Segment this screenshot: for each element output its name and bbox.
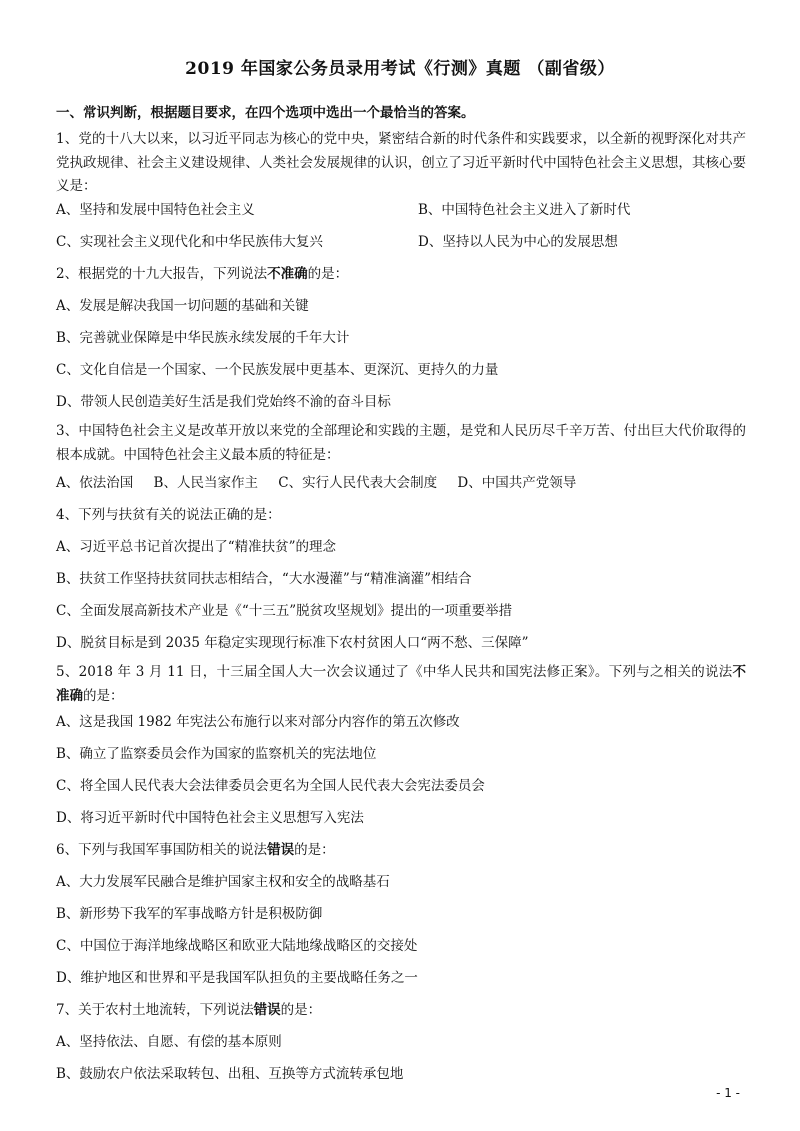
question-2-option-c: C、文化自信是一个国家、一个民族发展中更基本、更深沉、更持久的力量: [56, 362, 499, 378]
question-5-option-c: C、将全国人民代表大会法律委员会更名为全国人民代表大会宪法委员会: [56, 778, 485, 794]
question-6-option-d: D、维护地区和世界和平是我国军队担负的主要战略任务之一: [56, 970, 418, 986]
section-heading: 一、常识判断，根据题目要求，在四个选项中选出一个最恰当的答案。: [56, 105, 475, 121]
question-2-stem-end: 的是：: [307, 266, 349, 282]
question-3-option-c: C、实行人民代表大会制度: [278, 475, 438, 491]
question-6-option-b: B、新形势下我军的军事战略方针是积极防御: [56, 906, 323, 922]
question-2-option-d: D、带领人民创造美好生活是我们党始终不渝的奋斗目标: [56, 394, 391, 410]
question-7-stem-end: 的是：: [280, 1002, 322, 1018]
question-1-options-row-2: [56, 230, 756, 254]
question-5-option-d: D、将习近平新时代中国特色社会主义思想写入宪法: [56, 810, 364, 826]
question-6-stem-end: 的是：: [294, 842, 335, 858]
question-4-option-a: A、习近平总书记首次提出了“精准扶贫”的理念: [56, 539, 337, 555]
question-7-stem-emphasis: 错误: [253, 1002, 281, 1018]
question-1-option-b: B、中国特色社会主义进入了新时代: [418, 202, 631, 218]
question-3-option-a: A、依法治国: [56, 475, 134, 491]
question-5-stem: [56, 661, 746, 708]
question-3-stem: 3、中国特色社会主义是改革开放以来党的全部理论和实践的主题，是党和人民历尽千辛万苦、付出巨大代价取得的根本成就。中国特色社会主义最本质的特征是：: [56, 423, 746, 463]
question-4-option-b: B、扶贫工作坚持扶贫同扶志相结合，“大水漫灌”与“精准滴灌”相结合: [56, 571, 472, 587]
question-2-stem: [56, 262, 756, 286]
question-6-option-c: C、中国位于海洋地缘战略区和欧亚大陆地缘战略区的交接处: [56, 938, 418, 954]
question-2-stem-emphasis: 不准确: [267, 266, 308, 282]
question-1-options-row-1: [56, 198, 756, 222]
question-6-stem: [56, 838, 756, 862]
question-2-stem-text: 2、根据党的十九大报告，下列说法: [56, 266, 268, 282]
question-3-options: [56, 471, 756, 495]
question-4-option-c: C、全面发展高新技术产业是《“十三五”脱贫攻坚规划》提出的一项重要举措: [56, 603, 513, 619]
question-7-option-b: B、鼓励农户依法采取转包、出租、互换等方式流转承包地: [56, 1066, 404, 1082]
question-3-option-b: B、人民当家作主: [153, 475, 258, 491]
question-1-stem: 1、党的十八大以来，以习近平同志为核心的党中央，紧密结合新的时代条件和实践要求，以全新的视野深化对共产党执政规律、社会主义建设规律、人类社会发展规律的认识，创立了习近平新时代中国特色社会主义思想，其核心要义是：: [56, 131, 746, 194]
question-7-stem: [56, 998, 756, 1022]
question-4-stem: 4、下列与扶贫有关的说法正确的是：: [56, 507, 281, 523]
question-6-option-a: A、大力发展军民融合是维护国家主权和安全的战略基石: [56, 874, 390, 890]
question-5-option-a: A、这是我国 1982 年宪法公布施行以来对部分内容作的第五次修改: [56, 714, 460, 730]
question-6-stem-text: 6、下列与我国军事国防相关的说法: [56, 842, 268, 858]
question-1-option-a: A、坚持和发展中国特色社会主义: [56, 202, 255, 218]
question-2-option-a: A、发展是解决我国一切问题的基础和关键: [56, 298, 309, 314]
question-7-option-a: A、坚持依法、自愿、有偿的基本原则: [56, 1034, 282, 1050]
question-1-option-c: C、实现社会主义现代化和中华民族伟大复兴: [56, 234, 323, 250]
question-4-option-d: D、脱贫目标是到 2035 年稳定实现现行标准下农村贫困人口“两不愁、三保障”: [56, 635, 529, 651]
question-5-stem-end: 的是：: [83, 687, 124, 704]
page-title: 2019 年国家公务员录用考试《行测》真题 （副省级）: [185, 59, 615, 79]
question-7-stem-text: 7、关于农村土地流转，下列说法: [56, 1002, 254, 1018]
question-5-option-b: B、确立了监察委员会作为国家的监察机关的宪法地位: [56, 746, 377, 762]
question-2-option-b: B、完善就业保障是中华民族永续发展的千年大计: [56, 330, 350, 346]
question-3-option-d: D、中国共产党领导: [457, 475, 577, 491]
question-6-stem-emphasis: 错误: [267, 842, 295, 858]
question-5-stem-emphasis: 不准确: [56, 664, 746, 704]
page-number: - 1 -: [716, 1086, 740, 1100]
question-5-stem-text: 5、2018 年 3 月 11 日，十三届全国人大一次会议通过了《中华人民共和国宪法修正案》。下列与之相关的说法: [56, 664, 733, 680]
question-1-option-d: D、坚持以人民为中心的发展思想: [418, 234, 618, 250]
